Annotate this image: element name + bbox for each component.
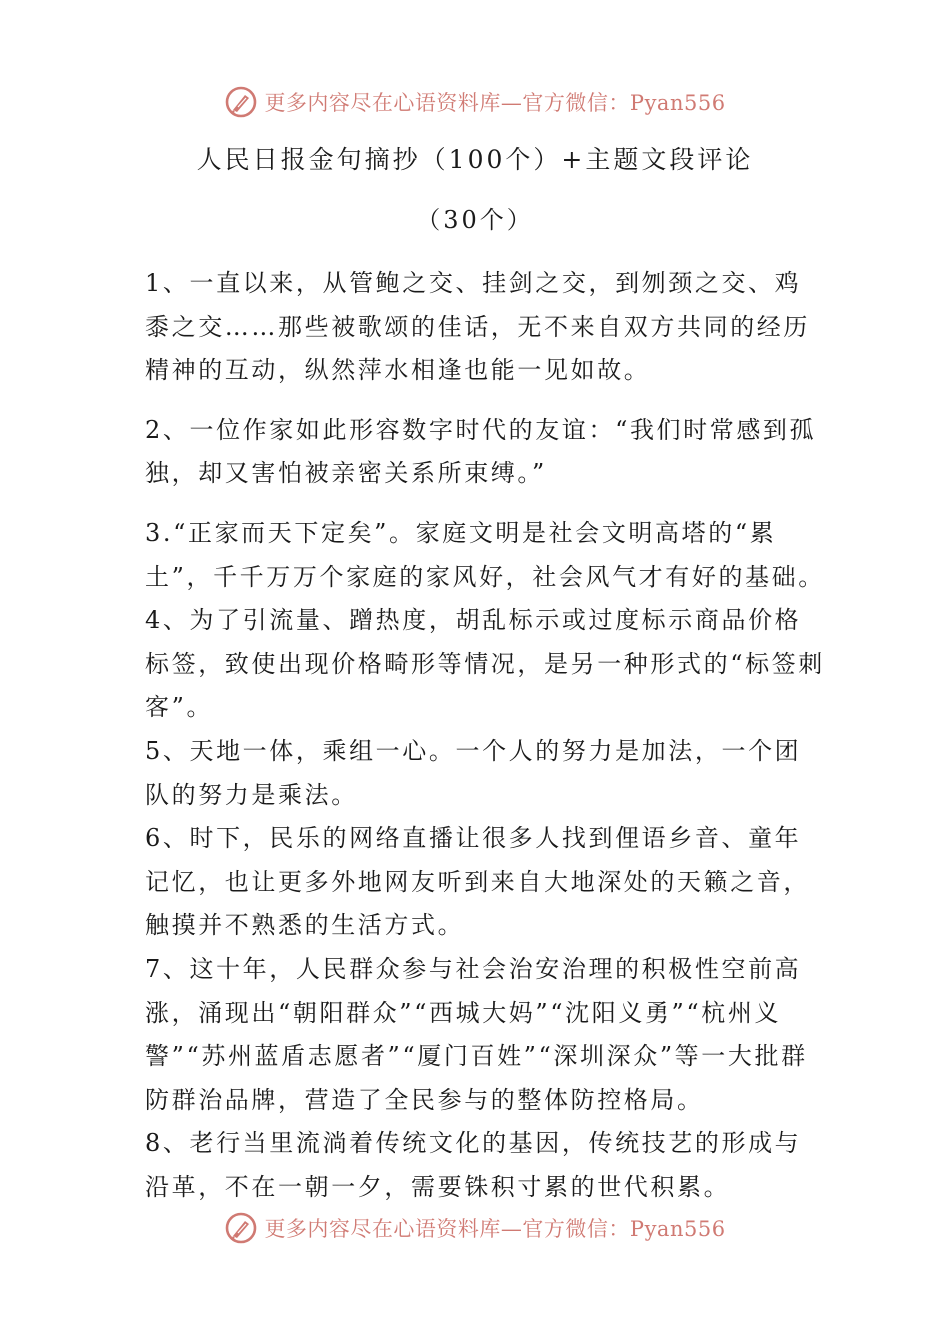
document-body: [145, 262, 825, 1209]
document-title: 人民日报金句摘抄（100个）+主题文段评论: [196, 145, 754, 174]
watermark-banner-bottom: [0, 1208, 950, 1248]
paragraph-7: 7、这十年，人民群众参与社会治安治理的积极性空前高涨，涌现出“朝阳群众”“西城大妈”“沈阳义勇”“杭州义警”“苏州蓝盾志愿者”“厦门百姓”“深圳深众”等一大批群防群治品牌，营造了全民参与的整体防控格局。: [145, 954, 808, 1114]
paragraph-4: 4、为了引流量、蹭热度，胡乱标示或过度标示商品价格标签，致使出现价格畸形等情况，是另一种形式的“标签刺客”。: [145, 606, 825, 722]
watermark-text: 更多内容尽在心语资料库—官方微信：Pyan556: [264, 1217, 726, 1241]
watermark-banner-top: [0, 82, 950, 122]
paragraph-5: 5、天地一体，乘组一心。一个人的努力是加法，一个团队的努力是乘法。: [145, 736, 802, 809]
pen-nib-icon: [224, 85, 258, 119]
paragraph-2: 2、一位作家如此形容数字时代的友谊：“我们时常感到孤独，却又害怕被亲密关系所束缚。”: [145, 415, 817, 488]
paragraph-6: 6、时下，民乐的网络直播让很多人找到俚语乡音、童年记忆，也让更多外地网友听到来自大地深处的天籁之音，触摸并不熟悉的生活方式。: [145, 824, 810, 940]
paragraph-3: 3.“正家而天下定矣”。家庭文明是社会文明高塔的“累土”，千千万万个家庭的家风好，社会风气才有好的基础。: [145, 518, 825, 591]
watermark-text: 更多内容尽在心语资料库—官方微信：Pyan556: [264, 91, 726, 115]
document-subtitle: （30个）: [416, 206, 534, 234]
paragraph-8: 8、老行当里流淌着传统文化的基因，传统技艺的形成与沿革，不在一朝一夕，需要铢积寸累的世代积累。: [145, 1129, 802, 1201]
pen-nib-icon: [224, 1211, 258, 1245]
paragraph-1: 1、一直以来，从管鲍之交、挂剑之交，到刎颈之交、鸡黍之交……那些被歌颂的佳话，无不来自双方共同的经历精神的互动，纵然萍水相逢也能一见如故。: [145, 269, 810, 385]
